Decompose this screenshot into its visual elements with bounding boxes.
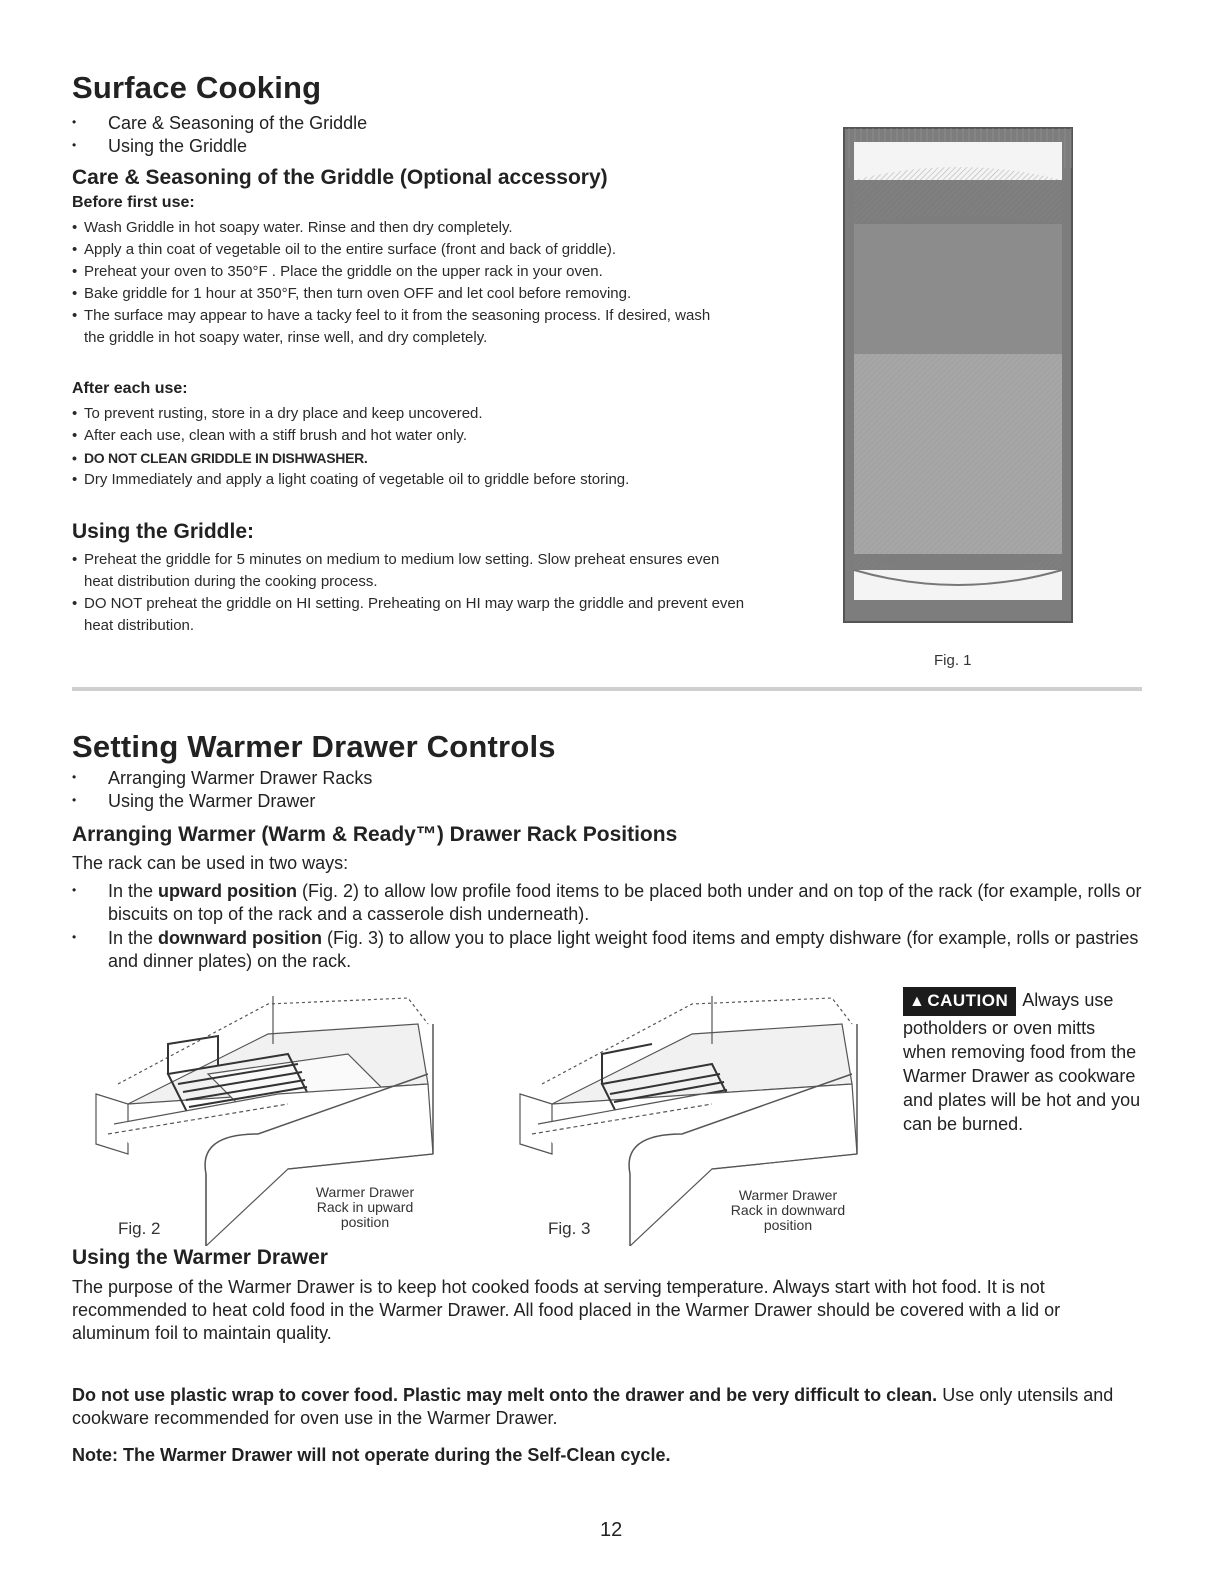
- using-griddle-heading: Using the Griddle:: [72, 520, 255, 543]
- fig3-label: Fig. 3: [548, 1219, 591, 1238]
- list-item: • Wash Griddle in hot soapy water. Rinse and then dry completely.: [72, 217, 772, 239]
- using-griddle-list: [72, 549, 752, 637]
- list-item: • Bake griddle for 1 hour at 350°F, then turn oven OFF and let cool before removing.: [72, 283, 772, 305]
- griddle-illustration: [840, 124, 1076, 624]
- list-item: • The surface may appear to have a tacky feel to it from the seasoning process. If desired, wash the griddle in hot soapy water, rinse well, and dry completely.: [72, 305, 734, 349]
- warmer-toc: [72, 767, 372, 813]
- list-item: • In the downward position (Fig. 3) to allow you to place light weight food items and empty dishware (for example, rolls or pastries and dinner plates) on the rack.: [72, 927, 1142, 973]
- rack-positions-heading: Arranging Warmer (Warm & Ready™) Drawer Rack Positions: [72, 823, 678, 846]
- toc-item[interactable]: • Arranging Warmer Drawer Racks: [72, 767, 372, 790]
- list-item: • DO NOT preheat the griddle on HI setting. Preheating on HI may warp the griddle and prevent even heat distribution.: [72, 593, 752, 637]
- fig3-caption: Warmer Drawer Rack in downward position: [730, 1187, 846, 1233]
- list-item: • In the upward position (Fig. 2) to allow low profile food items to be placed both under and on top of the rack (for example, rolls or biscuits on top of the rack and a casserole dish underneath).: [72, 880, 1142, 926]
- list-item-warning: • DO NOT CLEAN GRIDDLE IN DISHWASHER.: [72, 447, 772, 469]
- list-item: • Dry Immediately and apply a light coating of vegetable oil to griddle before storing.: [72, 469, 772, 491]
- page-number: 12: [600, 1519, 623, 1541]
- surface-toc: [72, 112, 367, 158]
- rack-intro: The rack can be used in two ways:: [72, 853, 349, 873]
- toc-item[interactable]: • Using the Warmer Drawer: [72, 790, 372, 813]
- caution-badge: ▲ CAUTION: [903, 987, 1016, 1016]
- warning-triangle-icon: ▲: [909, 993, 926, 1010]
- using-warmer-heading: Using the Warmer Drawer: [72, 1246, 328, 1269]
- caution-notice: [903, 987, 1143, 1136]
- list-item: • Preheat the griddle for 5 minutes on medium to medium low setting. Slow preheat ensures even heat distribution during the cooking process.: [72, 549, 752, 593]
- toc-item[interactable]: • Using the Griddle: [72, 135, 367, 158]
- fig1-label: Fig. 1: [934, 652, 972, 669]
- fig2-caption: Warmer Drawer Rack in upward position: [315, 1184, 415, 1230]
- caution-text: Always use potholders or oven mitts when removing food from the Warmer Drawer as cookware and plates will be hot and you can be burned.: [903, 990, 1141, 1134]
- section-divider: [72, 687, 1142, 691]
- list-item: • After each use, clean with a stiff brush and hot water only.: [72, 425, 772, 447]
- before-first-use-heading: Before first use:: [72, 194, 195, 211]
- rack-options-list: [72, 880, 1142, 974]
- surface-cooking-title: Surface Cooking: [72, 70, 322, 105]
- before-use-list: [72, 217, 772, 349]
- fig2-label: Fig. 2: [118, 1219, 161, 1238]
- care-seasoning-heading: Care & Seasoning of the Griddle (Optional accessory): [72, 166, 608, 189]
- list-item: • Apply a thin coat of vegetable oil to the entire surface (front and back of griddle).: [72, 239, 772, 261]
- after-each-use-heading: After each use:: [72, 380, 188, 397]
- self-clean-note: Note: The Warmer Drawer will not operate during the Self-Clean cycle.: [72, 1445, 671, 1465]
- toc-item[interactable]: • Care & Seasoning of the Griddle: [72, 112, 367, 135]
- warmer-drawer-title: Setting Warmer Drawer Controls: [72, 729, 556, 764]
- warmer-purpose-paragraph: The purpose of the Warmer Drawer is to keep hot cooked foods at serving temperature. Always start with hot food. It is not recommended to heat cold food in the Warmer Drawer. All food placed in the Warmer Drawer should be covered with a lid or aluminum foil to maintain quality.: [72, 1277, 1061, 1343]
- list-item: • Preheat your oven to 350°F . Place the griddle on the upper rack in your oven.: [72, 261, 772, 283]
- after-use-list: [72, 403, 772, 491]
- plastic-wrap-warning: Do not use plastic wrap to cover food. Plastic may melt onto the drawer and be very difficult to clean. Use only utensils and cookware recommended for oven use in the Warmer Drawer.: [72, 1385, 1114, 1428]
- list-item: • To prevent rusting, store in a dry place and keep uncovered.: [72, 403, 772, 425]
